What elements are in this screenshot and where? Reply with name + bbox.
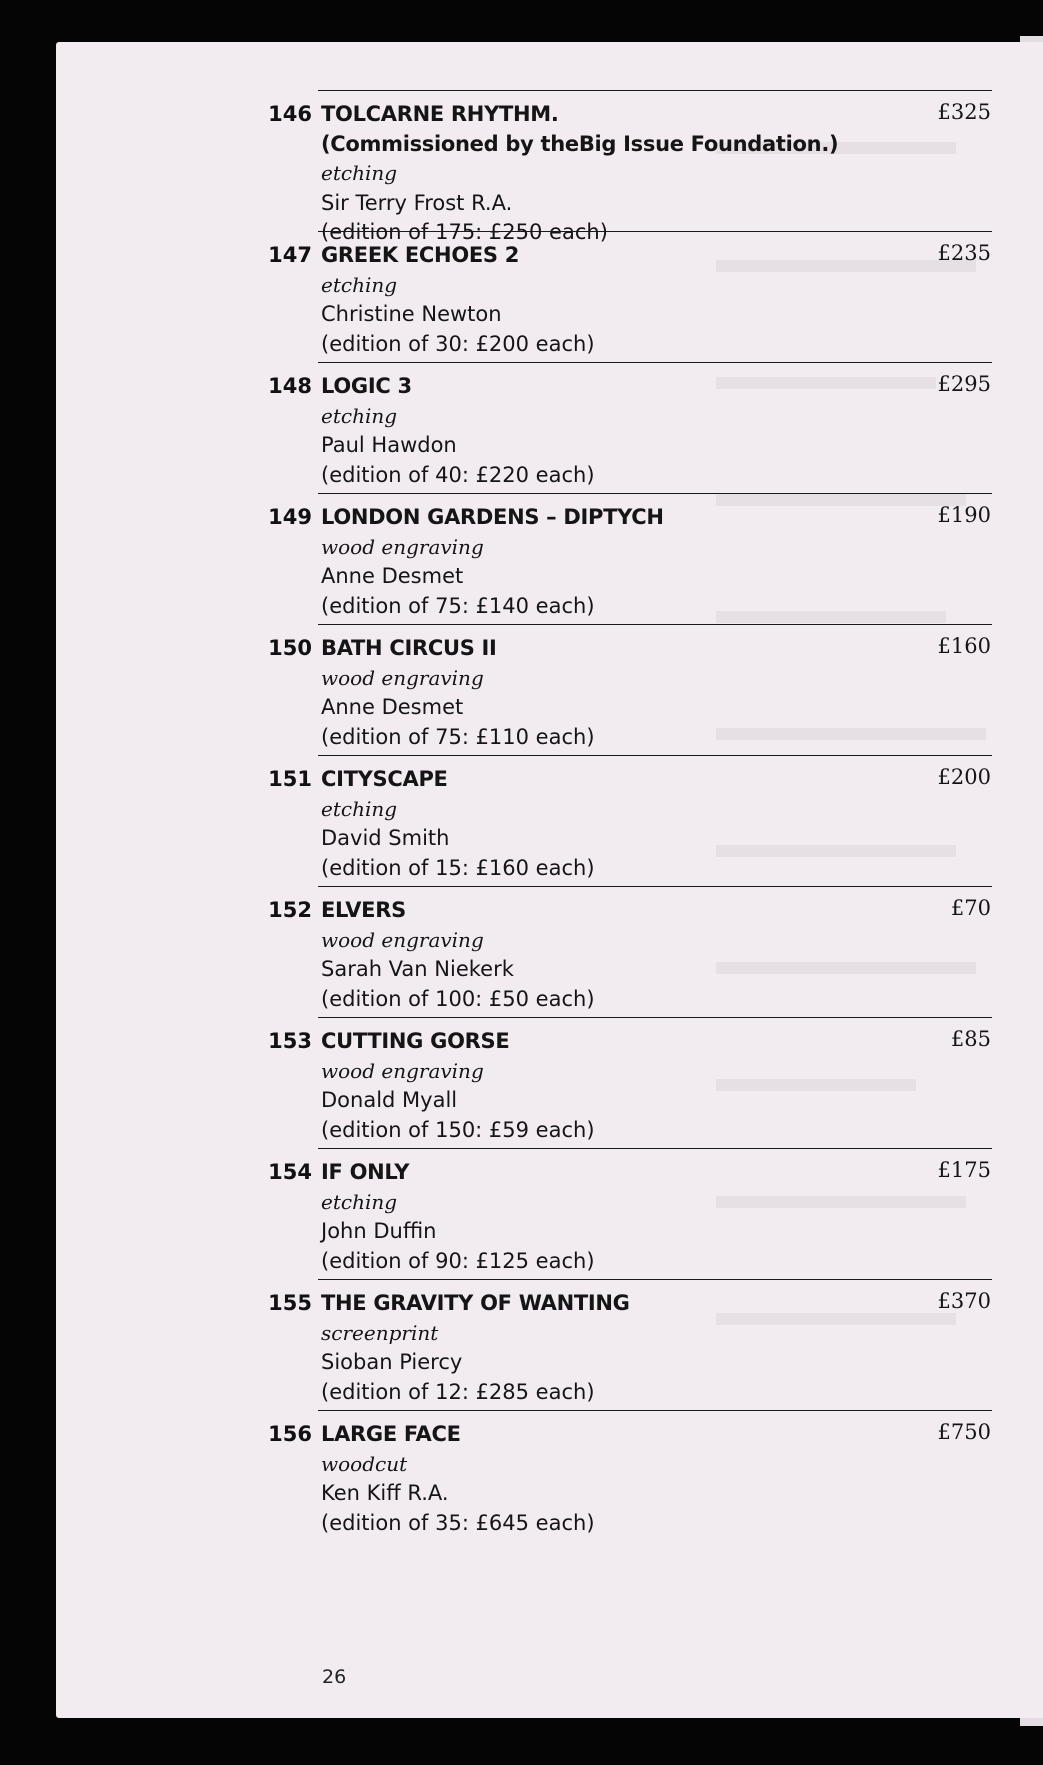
entry-divider: [318, 231, 992, 232]
artwork-title: TOLCARNE RHYTHM.: [321, 102, 559, 126]
catalogue-entry: [56, 886, 1043, 1017]
price: £370: [937, 1289, 991, 1313]
lot-number: 156: [268, 1422, 312, 1446]
entry-divider: [318, 493, 992, 494]
price: £190: [937, 503, 991, 527]
catalogue-entry: [56, 231, 1043, 362]
lot-number: 149: [268, 505, 312, 529]
lot-number: 147: [268, 243, 312, 267]
lot-number: 148: [268, 374, 312, 398]
artwork-medium: etching: [321, 161, 398, 185]
lot-number: 154: [268, 1160, 312, 1184]
price: £200: [937, 765, 991, 789]
artwork-title: ELVERS: [321, 898, 406, 922]
artwork-title: CUTTING GORSE: [321, 1029, 510, 1053]
artwork-title: THE GRAVITY OF WANTING: [321, 1291, 630, 1315]
artwork-title: IF ONLY: [321, 1160, 410, 1184]
artwork-medium: etching: [321, 272, 398, 297]
price: £70: [950, 896, 991, 920]
artwork-medium: wood engraving: [321, 927, 484, 952]
artist-name: Paul Hawdon: [321, 433, 457, 457]
edition-info: (edition of 100: £50 each): [321, 986, 595, 1011]
artwork-title: BATH CIRCUS II: [321, 636, 497, 660]
artist-name: John Duffin: [321, 1219, 437, 1243]
artwork-medium: etching: [321, 796, 398, 821]
entry-divider: [318, 1410, 992, 1411]
edition-info: (edition of 75: £110 each): [321, 724, 595, 749]
artist-name: Ken Kiff R.A.: [321, 1481, 449, 1505]
artist-name: Anne Desmet: [321, 564, 464, 588]
artwork-subtitle: (Commissioned by theBig Issue Foundation.): [321, 131, 839, 156]
artwork-medium: wood engraving: [321, 665, 484, 690]
catalogue-entry: [56, 362, 1043, 493]
entry-divider: [318, 1279, 992, 1280]
entry-divider: [318, 1017, 992, 1018]
price: £235: [937, 241, 991, 265]
catalogue-entry: [56, 624, 1043, 755]
lot-number: 153: [268, 1029, 312, 1053]
lot-number: 155: [268, 1291, 312, 1315]
artwork-medium: etching: [321, 403, 398, 428]
artist-name: Sarah Van Niekerk: [321, 957, 514, 981]
artist-name: Anne Desmet: [321, 695, 464, 719]
entry-divider: [318, 886, 992, 887]
artist-name: Donald Myall: [321, 1088, 458, 1112]
catalogue-entry: [56, 90, 1043, 244]
artwork-title: LARGE FACE: [321, 1422, 461, 1446]
lot-number: 150: [268, 636, 312, 660]
catalogue-entry: [56, 755, 1043, 886]
edition-info: (edition of 90: £125 each): [321, 1248, 595, 1273]
edition-info: (edition of 175: £250 each): [321, 220, 608, 244]
page-number: 26: [322, 1666, 347, 1688]
catalogue-entry: [56, 1279, 1043, 1410]
lot-number: 152: [268, 898, 312, 922]
price: £295: [937, 372, 991, 396]
artist-name: Sir Terry Frost R.A.: [321, 190, 513, 215]
artwork-title: GREEK ECHOES 2: [321, 243, 520, 267]
edition-info: (edition of 150: £59 each): [321, 1117, 595, 1142]
artwork-title: LONDON GARDENS – DIPTYCH: [321, 505, 664, 529]
edition-info: (edition of 12: £285 each): [321, 1379, 595, 1404]
price: £160: [937, 634, 991, 658]
edition-info: (edition of 30: £200 each): [321, 331, 595, 356]
price: £175: [937, 1158, 991, 1182]
artwork-medium: wood engraving: [321, 534, 484, 559]
lot-number: 151: [268, 767, 312, 791]
lot-number: 146: [268, 102, 312, 126]
artwork-medium: wood engraving: [321, 1058, 484, 1083]
artist-name: Sioban Piercy: [321, 1350, 463, 1374]
edition-info: (edition of 15: £160 each): [321, 855, 595, 880]
catalogue-entry: [56, 1410, 1043, 1541]
artwork-medium: etching: [321, 1189, 398, 1214]
catalogue-entry: [56, 493, 1043, 624]
price: £85: [950, 1027, 991, 1051]
entry-divider: [318, 362, 992, 363]
price: £750: [937, 1420, 991, 1444]
artwork-medium: screenprint: [321, 1320, 439, 1345]
entry-divider: [318, 1148, 992, 1149]
edition-info: (edition of 75: £140 each): [321, 593, 595, 618]
artwork-title: CITYSCAPE: [321, 767, 448, 791]
entry-divider: [318, 755, 992, 756]
edition-info: (edition of 35: £645 each): [321, 1510, 595, 1535]
artist-name: Christine Newton: [321, 302, 502, 326]
artist-name: David Smith: [321, 826, 450, 850]
artwork-medium: woodcut: [321, 1451, 408, 1476]
artwork-title: LOGIC 3: [321, 374, 412, 398]
catalogue-page: [56, 42, 1043, 1718]
entry-divider: [318, 90, 992, 91]
price: £325: [937, 100, 991, 124]
catalogue-entry: [56, 1017, 1043, 1148]
edition-info: (edition of 40: £220 each): [321, 462, 595, 487]
entry-divider: [318, 624, 992, 625]
catalogue-entry: [56, 1148, 1043, 1279]
